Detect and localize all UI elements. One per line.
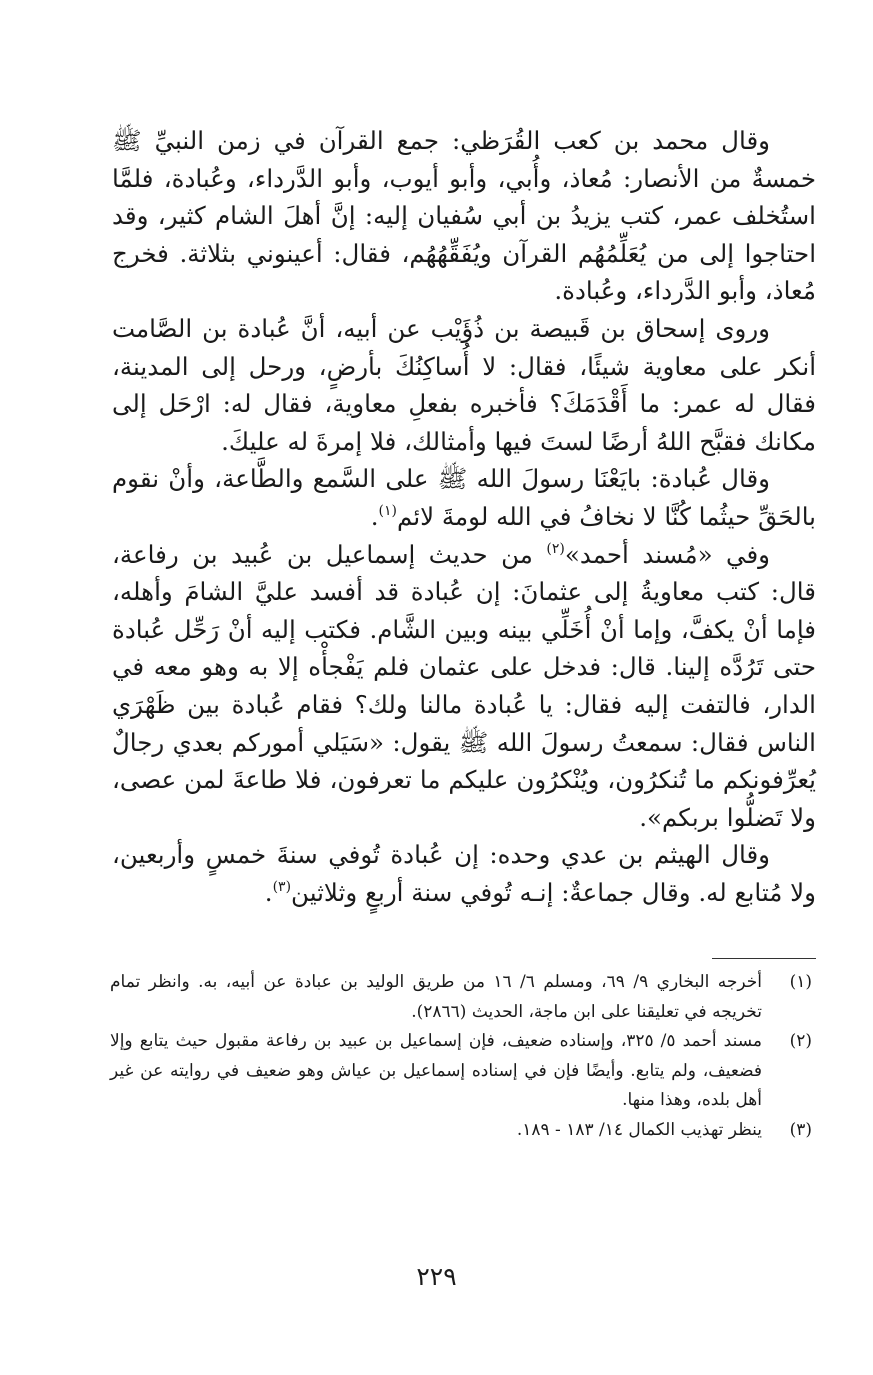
footnote-text: ينظر تهذيب الكمال ١٤/ ١٨٣ - ١٨٩.: [516, 1119, 762, 1140]
paragraph-text: وفي «مُسند أحمد»: [564, 539, 770, 569]
paragraph-5: وقال الهيثم بن عدي وحده: إن عُبادة تُوفي سنةَ خمسٍ وأربعين، ولا مُتابع له. وقال جماعةٌ: إنـه تُوفي سنة أربعٍ وثلاثين$^{(٣)}$.: [112, 840, 816, 907]
paragraph-3: وقال عُبادة: بايَعْنَا رسولَ الله ﷺ على السَّمع والطَّاعة، وأنْ نقوم بالحَقِّ حيثُما كُنَّا لا نخافُ في الله لومةَ لائم$^{(١)}$.: [112, 464, 816, 531]
footnote-mark: (١): [789, 972, 812, 992]
paragraph-text: وقال عُبادة: بايَعْنَا رسولَ الله ﷺ على السَّمع والطَّاعة، وأنْ نقوم بالحَقِّ حيثُما كُنَّا لا نخافُ في الله لومةَ لائم: [112, 464, 816, 531]
footnote-2: [110, 1027, 818, 1116]
paragraph-2: [112, 310, 816, 460]
footnote-3: [110, 1116, 818, 1146]
paragraph-text: من حديث إسماعيل بن عُبيد بن رفاعة، قال: كتب معاويةُ إلى عثمانَ: إن عُبادة قد أفسد عليَّ الشامَ وأهله، فإما أنْ يكفَّ، وإما أنْ أُخَلِّي بينه وبين الشَّام. فكتب إليه أنْ رَحِّل عُبادة حتى تَرُدَّه إلينا. قال: فدخل على عثمان فلم يَفْجأْه إلا به وهو معه في الدار، فالتفت إليه فقال: يا عُبادة مالنا ولك؟ فقام عُبادة بين ظَهْرَي الناس فقال: سمعتُ رسولَ الله ﷺ يقول: «سَيَلي أموركم بعدي رجالٌ يُعرِّفونكم ما تُنكرُون، ويُنْكرُون عليكم ما تعرفون، فلا طاعةَ لمن عصى، ولا تَضلُّوا بربكم».: [112, 539, 816, 832]
paragraph-text: وقال الهيثم بن عدي وحده: إن عُبادة تُوفي سنةَ خمسٍ وأربعين، ولا مُتابع له. وقال جماعةٌ: إنـه تُوفي سنة أربعٍ وثلاثين: [112, 840, 816, 907]
page-number: ٢٢٩: [416, 1262, 457, 1291]
footnote-text: مسند أحمد ٥/ ٣٢٥، وإسناده ضعيف، فإن إسماعيل بن عبيد بن رفاعة مقبول حيث يتابع وإلا فضعيف، ولم يتابع. وأيضًا فإن في إسناده إسماعيل بن عياش وهو ضعيف في روايته عن غير أهل بلده، وهذا منها.: [110, 1031, 762, 1110]
paragraph-text: وقال محمد بن كعب القُرَظي: جمع القرآن في زمن النبيِّ ﷺ خمسةٌ من الأنصار: مُعاذ، وأُبي، وأبو أيوب، وأبو الدَّرداء، وعُبادة، فلمَّا استُخلف عمر، كتب يزيدُ بن أبي سُفيان إليه: إنَّ أهلَ الشام كثير، وقد احتاجوا إلى من يُعَلِّمُهُم القرآن ويُفَقِّهُهُم، فقال: أعينوني بثلاثة. فخرج مُعاذ، وأبو الدَّرداء، وعُبادة.: [112, 126, 816, 306]
paragraph-4: [112, 536, 816, 837]
footnote-divider: [712, 958, 816, 959]
footnotes: [110, 968, 818, 1145]
footnote-ref-2[interactable]: (٢): [546, 540, 565, 557]
footnote-1: [110, 968, 818, 1027]
footnote-text: أخرجه البخاري ٩/ ٦٩، ومسلم ٦/ ١٦ من طريق الوليد بن عبادة عن أبيه، به. وانظر تمام تخريجه في تعليقنا على ابن ماجة، الحديث (٢٨٦٦).: [110, 972, 763, 1022]
main-text: [112, 122, 816, 911]
paragraph-1: [112, 122, 816, 310]
paragraph-text: وروى إسحاق بن قَبيصة بن ذُؤَيْب عن أبيه، أنَّ عُبادة بن الصَّامت أنكر على معاوية شيئًا، فقال: لا أُساكِنُكَ بأرضٍ، ورحل إلى المدينة، فقال له عمر: ما أَقْدَمَكَ؟ فأخبره بفعلِ معاوية، فقال له: ارْحَل إلى مكانك فقبَّح اللهُ أرضًا لستَ فيها وأمثالك، فلا إمرةَ له عليكَ.: [112, 313, 816, 456]
footnote-ref-3[interactable]: (٣): [272, 878, 292, 895]
footnote-mark: (٢): [789, 1031, 812, 1051]
footnote-ref-1[interactable]: (١): [378, 502, 398, 519]
footnote-mark: (٣): [789, 1119, 812, 1140]
